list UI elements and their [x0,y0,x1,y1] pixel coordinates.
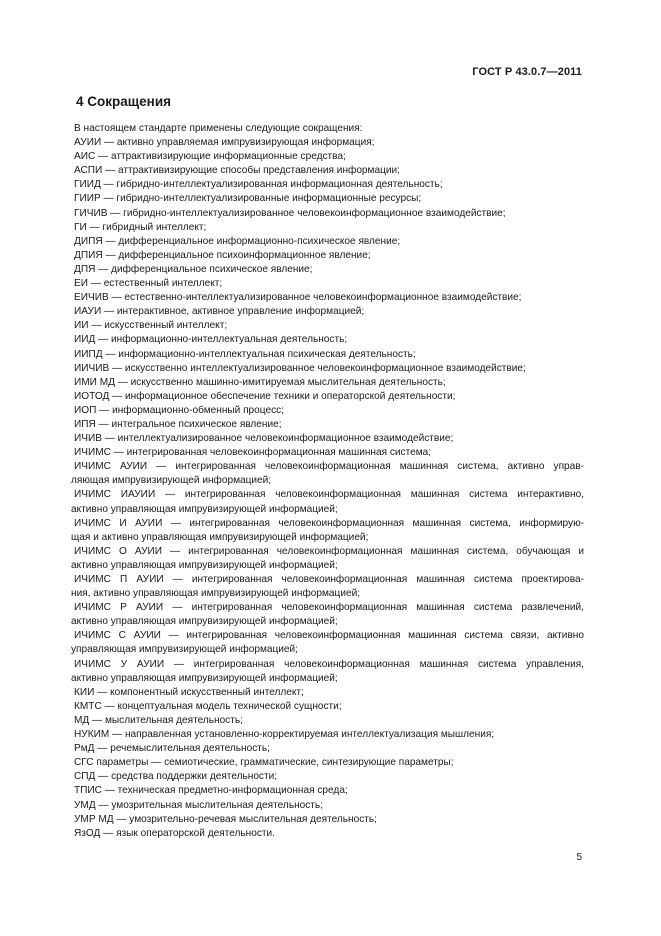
entries-container [71,136,586,841]
abbreviation-entry: ИАУИ — интерактивное, активное управление информацией; [74,306,365,318]
abbreviation-entry: ЕИ — естественный интеллект; [74,278,223,290]
abbreviation-entry: СГС параметры — семиотические, грамматические, синтезирующие параметры; [74,757,454,769]
abbreviation-entry: ГИИР — гибридно-интеллектуализированные информационные ресурсы; [74,193,422,205]
abbreviation-entry: ИЧИМС — интегрированная человекоинформационная машинная система; [74,447,432,459]
abbreviation-entry: АИС — аттрактивизирующие информационные средства; [74,151,346,163]
abbreviation-entry: ИИЧИВ — искусственно интеллектуализированное человекоинформационное взаимодействие; [74,362,526,374]
abbreviation-entry: ГИИД — гибридно-интеллектуализированная информационная деятельность; [74,179,443,191]
abbreviation-entry: АСПИ — аттрактивизирующие способы представления информации; [74,165,400,177]
abbreviation-entry-continuation: ляющая импрувизирующей информацией; [71,475,272,487]
abbreviation-entry: МД — мыслительная деятельность; [74,714,243,726]
abbreviation-entry-continuation: активно управляющая импрувизирующей информацией; [71,672,338,684]
abbreviation-entry-continuation: активно управляющая импрувизирующей информацией; [71,503,338,515]
abbreviation-entry: РмД — речемыслительная деятельность; [74,743,270,755]
abbreviation-entry: ИЧИМС И АУИИ — интегрированная человекоинформационная машинная система, информирую- [74,517,584,529]
abbreviation-entry: ДПИЯ — дифференциальное психоинформационное явление; [74,249,371,261]
abbreviation-entry: СПД — средства поддержки деятельности; [74,771,278,783]
abbreviation-entry: ИЧИМС П АУИИ — интегрированная человекоинформационная машинная система проектирова- [74,574,584,585]
intro-text: В настоящем стандарте применены следующие сокращения: [74,123,363,134]
abbreviation-entry: ИПЯ — интегральное психическое явление; [74,418,282,430]
abbreviation-entry: ИИ — искусственный интеллект; [74,320,228,332]
standard-number: ГОСТ Р 43.0.7—2011 [472,66,582,78]
abbreviation-entry: ИЧИМС Р АУИИ — интегрированная человекоинформационная машинная система развлечений, [74,602,584,614]
abbreviation-entry: ИЧИМС ИАУИИ — интегрированная человекоинформационная машинная система интерактивно, [74,489,584,501]
abbreviation-entry-continuation: щая и активно управляющая импрувизирующей информацией; [71,531,369,543]
abbreviation-entry-continuation: ния, активно управляющая импрувизирующей информацией; [71,588,361,600]
abbreviation-entry-continuation: управляющая импрувизирующей информацией; [71,644,298,656]
abbreviation-entry: НУКИМ — направленная установленно-корректируемая интеллектуализация мышления; [74,729,495,741]
abbreviation-entry: АУИИ — активно управляемая импрувизирующая информация; [74,137,375,149]
abbreviation-entry: ДПЯ — дифференциальное психическое явление; [74,263,313,275]
section-title: 4 Сокращения [76,94,171,109]
abbreviation-entry: ИЧИМС С АУИИ — интегрированная человекоинформационная машинная система связи, активно [74,630,584,642]
page-number: 5 [576,852,582,863]
abbreviation-entry: ДИПЯ — дифференциальное информационно-психическое явление; [74,235,401,247]
abbreviation-entry: ЯзОД — язык операторской деятельности. [74,827,275,839]
abbreviation-entry-continuation: активно управляющая импрувизирующей информацией; [71,559,338,571]
abbreviation-entry: УМД — умозрительная мыслительная деятельность; [74,799,323,811]
abbreviation-entry: ИЧИВ — интеллектуализированное человекоинформационное взаимодействие; [74,433,454,445]
abbreviation-entry: ИИД — информационно-интеллектуальная деятельность; [74,334,348,346]
abbreviation-entry: ИОП — информационно-обменный процесс; [74,404,284,416]
abbreviation-entry: ГИ — гибридный интеллект; [74,221,207,233]
abbreviation-entry: ИМИ МД — искусственно машинно-имитируемая мыслительная деятельность; [74,376,446,388]
abbreviation-entry: КИИ — компонентный искусственный интеллект; [74,686,304,698]
abbreviation-entry: ГИЧИВ — гибридно-интеллектуализированное человекоинформационное взаимодействие; [74,207,506,219]
abbreviation-entry: ИЧИМС АУИИ — интегрированная человекоинформационная машинная система, активно управ- [74,461,584,473]
abbreviation-entry: УМР МД — умозрительно-речевая мыслительная деятельность; [74,813,377,825]
abbreviation-entry: ТПИС — техническая предметно-информационная среда; [74,785,348,797]
abbreviation-entry: ИОТОД — информационное обеспечение техники и операторской деятельности; [74,390,456,402]
abbreviation-entry: ИЧИМС О АУИИ — интегрированная человекоинформационная машинная система, обучающая и [74,545,584,557]
abbreviation-entry-continuation: активно управляющая импрувизирующей информацией; [71,616,338,628]
abbreviation-entry: ЕИЧИВ — естественно-интеллектуализированное человекоинформационное взаимодействие; [74,292,522,304]
abbreviation-entry: ИИПД — информационно-интеллектуальная психическая деятельность; [74,348,416,360]
abbreviation-entry: ИЧИМС У АУИИ — интегрированная человекоинформационная машинная система управления, [74,658,584,670]
abbreviation-entry: КМТС — концептуальная модель технической сущности; [74,700,342,712]
abbreviations-list [71,122,586,841]
